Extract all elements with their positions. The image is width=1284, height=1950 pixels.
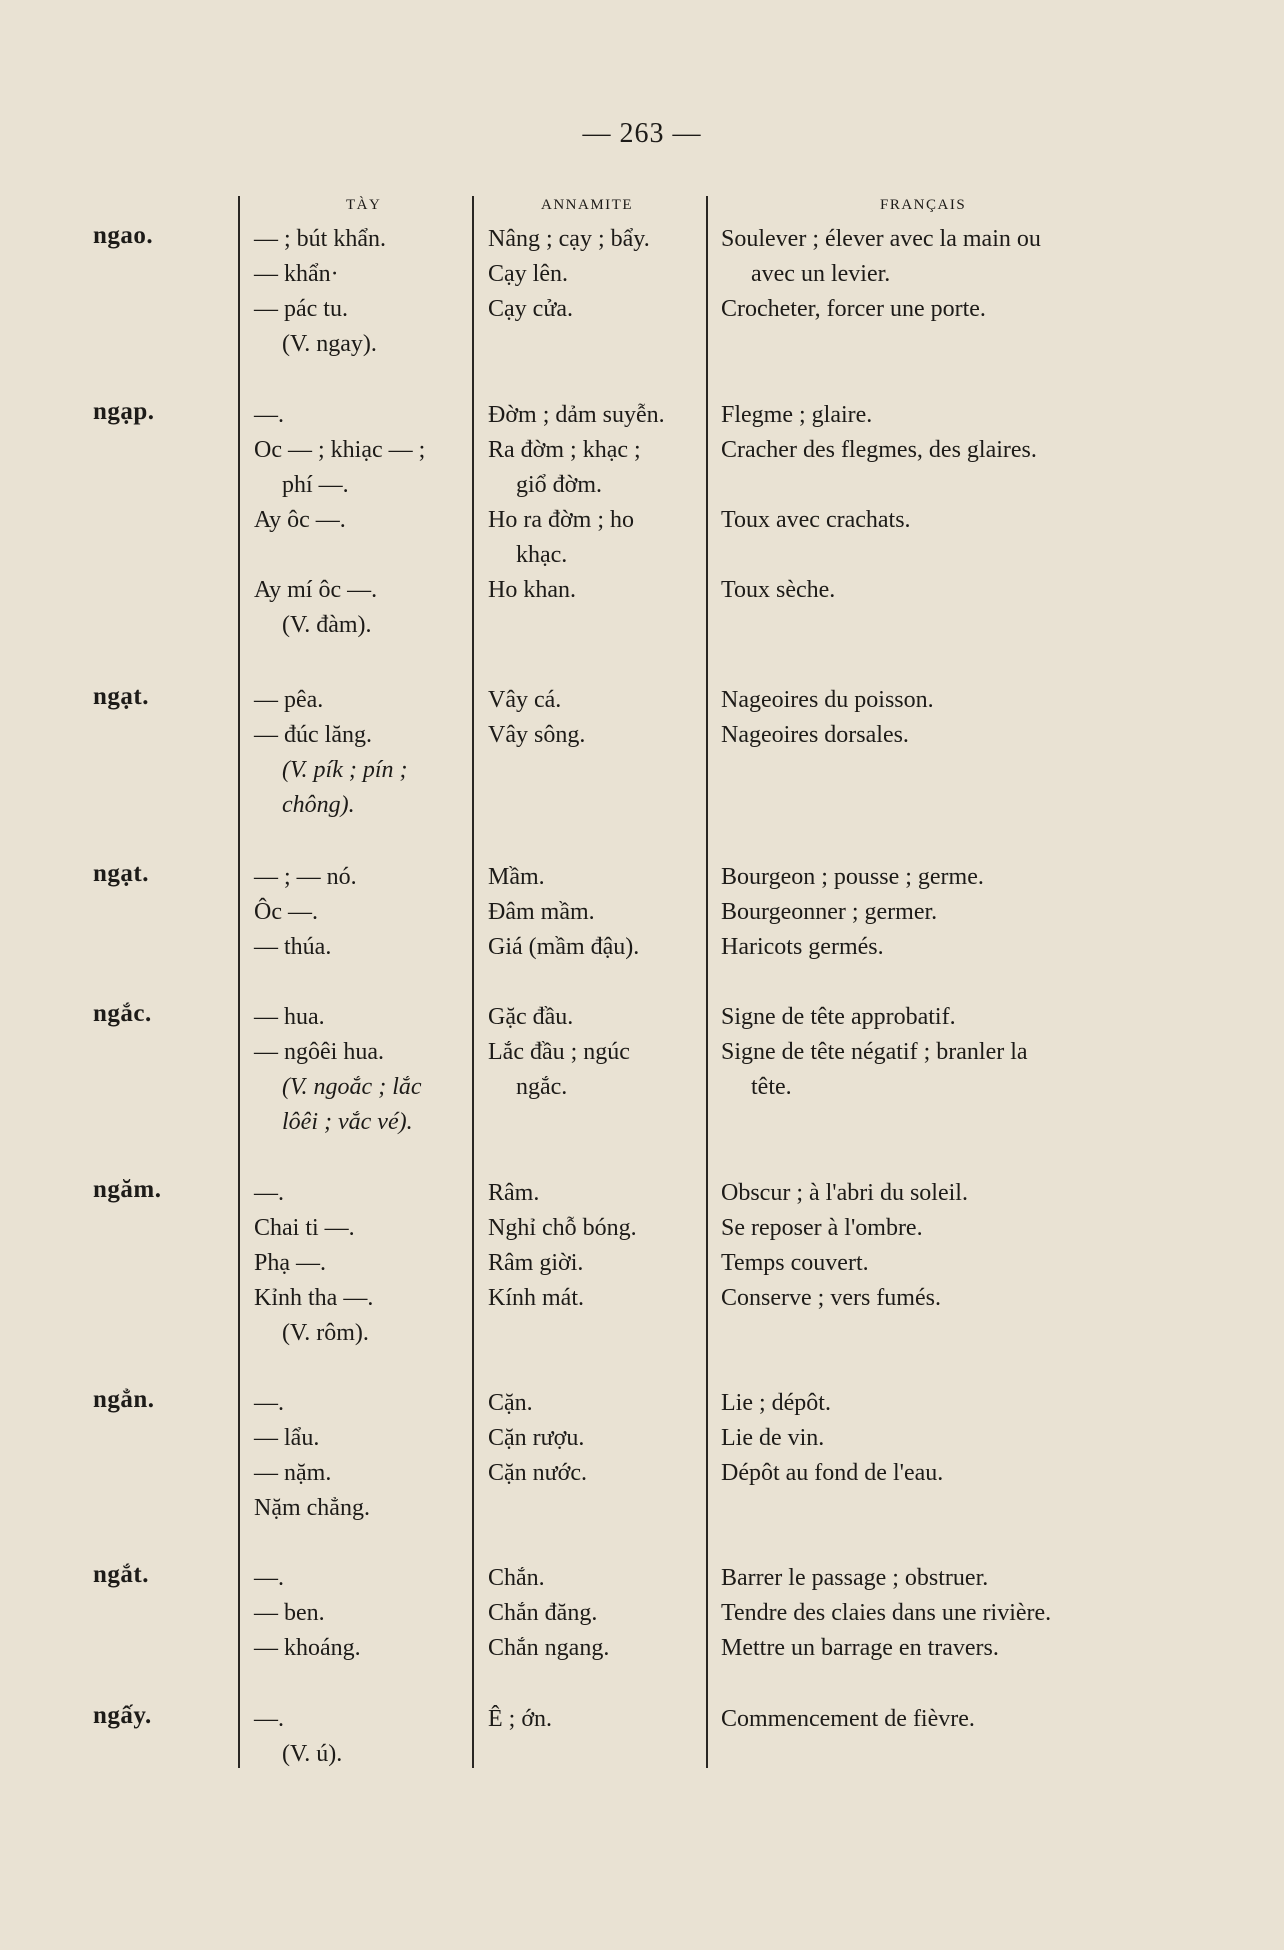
annamite-line: khạc. [516,542,568,568]
tay-column [254,222,466,362]
annamite-line: Giá (mầm đậu). [488,934,640,960]
entry-headword: ngăm. [93,1176,162,1203]
francais-line: Bourgeonner ; germer. [721,899,938,925]
entry-headword: ngắt. [93,1561,149,1588]
annamite-line: Ho ra đờm ; ho [488,507,635,533]
annamite-line: Râm giời. [488,1250,584,1276]
tay-see-also: (V. ngay). [282,331,377,357]
tay-line: Kỉnh tha —. [254,1285,374,1311]
francais-line: Conserve ; vers fumés. [721,1285,941,1311]
annamite-line: Cặn nước. [488,1460,588,1486]
annamite-line: Cặn rượu. [488,1425,585,1451]
tay-line: —. [254,1565,284,1591]
tay-column [254,1176,466,1351]
annamite-line: Chắn ngang. [488,1635,610,1661]
francais-line: Commencement de fièvre. [721,1706,975,1732]
francais-column [721,1176,1146,1316]
tay-column [254,683,466,823]
tay-line: —. [254,1390,284,1416]
annamite-line: Lắc đầu ; ngúc [488,1039,630,1065]
tay-column [254,1702,466,1772]
annamite-column [488,860,698,965]
francais-line: Dépôt au fond de l'eau. [721,1460,944,1486]
column-header-tay: TÀY [346,197,382,213]
francais-line: Lie de vin. [721,1425,825,1451]
francais-line: Mettre un barrage en travers. [721,1635,999,1661]
tay-column [254,1561,466,1666]
tay-line: — pêa. [254,687,324,713]
francais-line: Nageoires dorsales. [721,722,909,748]
francais-line: Signe de tête approbatif. [721,1004,956,1030]
annamite-line: Cặn. [488,1390,533,1416]
annamite-line: Cạy cửa. [488,296,573,322]
francais-column [721,1702,1146,1737]
annamite-line: ngắc. [516,1074,568,1100]
annamite-line: Ra đờm ; khạc ; [488,437,641,463]
annamite-line: Chắn đăng. [488,1600,598,1626]
annamite-column [488,1000,698,1105]
column-header-francais: FRANÇAIS [880,197,967,213]
francais-line: Signe de tête négatif ; branler la [721,1039,1028,1065]
tay-see-also: (V. đàm). [282,612,372,638]
tay-see-also: chông). [282,792,355,818]
francais-column [721,1386,1146,1491]
annamite-line: Vây cá. [488,687,562,713]
annamite-column [488,1561,698,1666]
francais-spacer [721,468,1146,503]
entry-headword: ngắc. [93,1000,152,1027]
francais-line: Crocheter, forcer une porte. [721,296,986,322]
tay-line: — ben. [254,1600,325,1626]
tay-column [254,398,466,643]
tay-line: — pác tu. [254,296,348,322]
tay-see-also: (V. ú). [282,1741,343,1767]
column-divider-right [706,196,708,1768]
annamite-line: Ê ; ớn. [488,1706,553,1732]
francais-column [721,860,1146,965]
annamite-column [488,398,698,608]
column-divider-left [238,196,240,1768]
francais-line: Bourgeon ; pousse ; germe. [721,864,984,890]
annamite-column [488,222,698,327]
francais-line: Cracher des flegmes, des glaires. [721,437,1037,463]
francais-line: Lie ; dépôt. [721,1390,831,1416]
tay-line: phí —. [282,472,349,498]
annamite-line: Nâng ; cạy ; bẩy. [488,226,650,252]
tay-line: — lẩu. [254,1425,320,1451]
page-number: — 263 — [582,118,702,149]
tay-spacer [254,538,466,573]
annamite-line: Vây sông. [488,722,586,748]
annamite-line: Râm. [488,1180,540,1206]
tay-see-also: (V. pík ; pín ; [282,757,408,783]
francais-column [721,1561,1146,1666]
tay-column [254,1386,466,1526]
entry-headword: ngạt. [93,683,149,710]
entry-headword: ngẳn. [93,1386,155,1413]
tay-line: — ; bút khẩn. [254,226,386,252]
tay-line: —. [254,1180,284,1206]
tay-line: Ôc —. [254,899,318,925]
annamite-line: Nghỉ chỗ bóng. [488,1215,637,1241]
entry-headword: ngạp. [93,398,155,425]
francais-line: Haricots germés. [721,934,884,960]
francais-line: Soulever ; élever avec la main ou [721,226,1041,252]
column-header-annamite: ANNAMITE [541,197,633,213]
tay-line: Ay mí ôc —. [254,577,378,603]
francais-column [721,683,1146,753]
francais-line: Toux avec crachats. [721,507,911,533]
tay-line: — hua. [254,1004,325,1030]
annamite-line: Đờm ; dảm suyễn. [488,402,665,428]
column-divider-middle [472,196,474,1768]
annamite-line: Kính mát. [488,1285,584,1311]
entry-headword: ngấy. [93,1702,152,1729]
tay-line: — ngôêi hua. [254,1039,384,1065]
entry-headword: ngạt. [93,860,149,887]
francais-line: tête. [751,1074,792,1100]
francais-column [721,1000,1146,1105]
annamite-column [488,1702,698,1737]
tay-line: Nặm chẳng. [254,1495,370,1521]
francais-line: Temps couvert. [721,1250,869,1276]
tay-see-also: (V. rôm). [282,1320,369,1346]
annamite-line: giổ đờm. [516,472,603,498]
tay-line: Oc — ; khiạc — ; [254,437,426,463]
annamite-line: Gặc đầu. [488,1004,574,1030]
tay-column [254,1000,466,1140]
annamite-line: Mầm. [488,864,545,890]
francais-line: avec un levier. [751,261,891,287]
francais-line: Se reposer à l'ombre. [721,1215,923,1241]
tay-line: —. [254,402,284,428]
tay-line: —. [254,1706,284,1732]
francais-line: Nageoires du poisson. [721,687,934,713]
tay-line: — nặm. [254,1460,332,1486]
annamite-line: Đâm mầm. [488,899,595,925]
annamite-line: Chắn. [488,1565,545,1591]
francais-line: Barrer le passage ; obstruer. [721,1565,989,1591]
tay-line: Phạ —. [254,1250,326,1276]
francais-spacer [721,538,1146,573]
annamite-column [488,683,698,753]
francais-line: Obscur ; à l'abri du soleil. [721,1180,968,1206]
annamite-line: Ho khan. [488,577,576,603]
tay-column [254,860,466,965]
tay-line: — khoáng. [254,1635,361,1661]
tay-line: Chai ti —. [254,1215,355,1241]
francais-line: Toux sèche. [721,577,836,603]
annamite-line: Cạy lên. [488,261,568,287]
tay-line: — đúc lăng. [254,722,372,748]
entry-headword: ngao. [93,222,154,249]
tay-line: — thúa. [254,934,332,960]
francais-line: Tendre des claies dans une rivière. [721,1600,1052,1626]
francais-column [721,222,1146,327]
francais-column [721,398,1146,608]
annamite-column [488,1176,698,1316]
francais-line: Flegme ; glaire. [721,402,873,428]
annamite-column [488,1386,698,1491]
tay-line: Ay ôc —. [254,507,346,533]
tay-line: — ; — nó. [254,864,357,890]
tay-line: — khẩn· [254,261,339,287]
tay-see-also: lôêi ; vắc vé). [282,1109,413,1135]
tay-see-also: (V. ngoắc ; lắc [282,1074,422,1100]
